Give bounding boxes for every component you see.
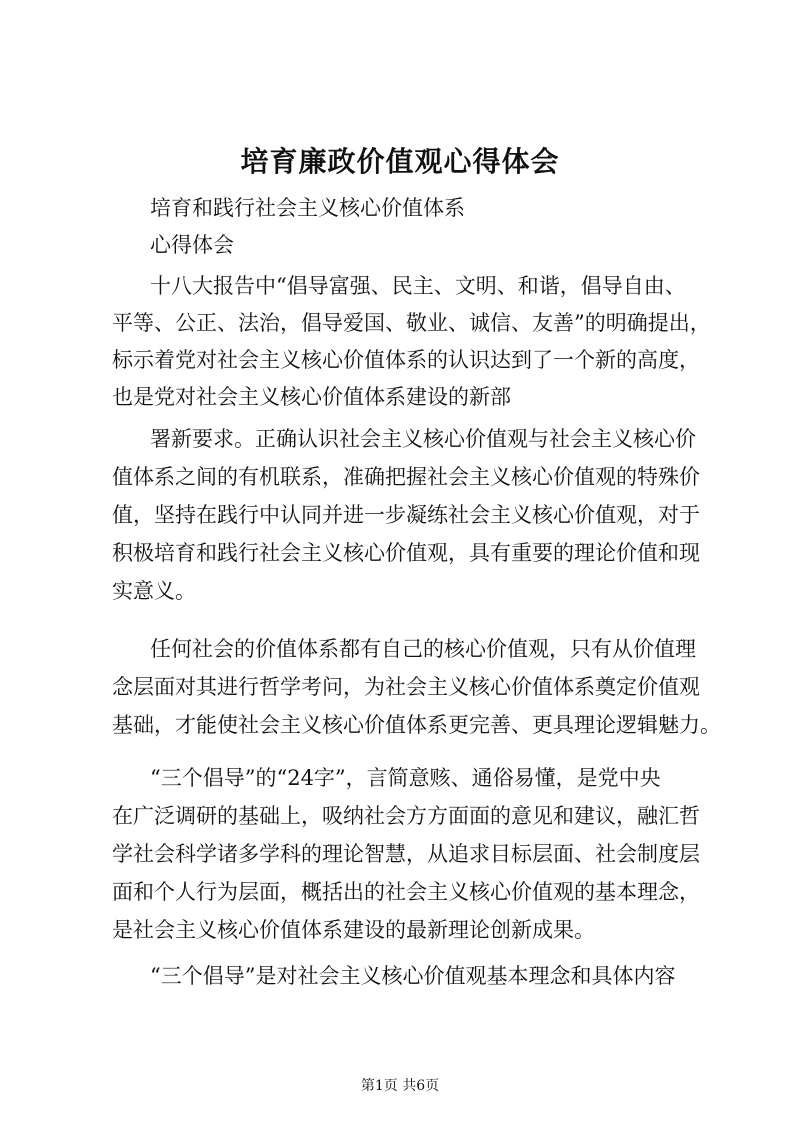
page-number: 第1页 共6页: [360, 1078, 440, 1094]
text-line: 也是党对社会主义核心价值体系建设的新部: [112, 385, 511, 409]
document-title: 培育廉政价值观心得体会: [240, 145, 560, 178]
text-line: 是社会主义核心价值体系建设的最新理论创新成果。: [112, 918, 595, 942]
text-line: 任何社会的价值体系都有自己的核心价值观，只有从价值理: [150, 637, 696, 661]
text-line: 标示着党对社会主义核心价值体系的认识达到了一个新的高度，: [112, 348, 700, 372]
text-line: 在广泛调研的基础上，吸纳社会方方面面的意见和建议，融汇哲: [112, 804, 700, 828]
text-line: 积极培育和践行社会主义核心价值观，具有重要的理论价值和现: [112, 541, 700, 565]
text-line: 心得体会: [150, 233, 234, 257]
text-line: “三个倡导”的“24字”，言简意赅、通俗易懂，是党中央: [150, 766, 661, 790]
text-line: 平等、公正、法治，倡导爱国、敬业、诚信、友善”的明确提出，: [112, 311, 711, 335]
text-line: 十八大报告中“倡导富强、民主、文明、和谐，倡导自由、: [150, 274, 686, 298]
text-line: 基础，才能使社会主义核心价值体系更完善、更具理论逻辑魅力。: [112, 713, 721, 737]
text-line: 面和个人行为层面，概括出的社会主义核心价值观的基本理念，: [112, 880, 700, 904]
text-line: “三个倡导”是对社会主义核心价值观基本理念和具体内容: [150, 964, 676, 988]
text-line: 学社会科学诸多学科的理论智慧，从追求目标层面、社会制度层: [112, 842, 700, 866]
text-line: 念层面对其进行哲学考问，为社会主义核心价值体系奠定价值观: [112, 675, 700, 699]
text-line: 值体系之间的有机联系，准确把握社会主义核心价值观的特殊价: [112, 465, 700, 489]
text-line: 培育和践行社会主义核心价值体系: [150, 196, 465, 220]
text-line: 署新要求。正确认识社会主义核心价值观与社会主义核心价: [150, 427, 696, 451]
text-line: 实意义。: [112, 579, 196, 603]
text-line: 值，坚持在践行中认同并进一步凝练社会主义核心价值观，对于: [112, 503, 700, 527]
